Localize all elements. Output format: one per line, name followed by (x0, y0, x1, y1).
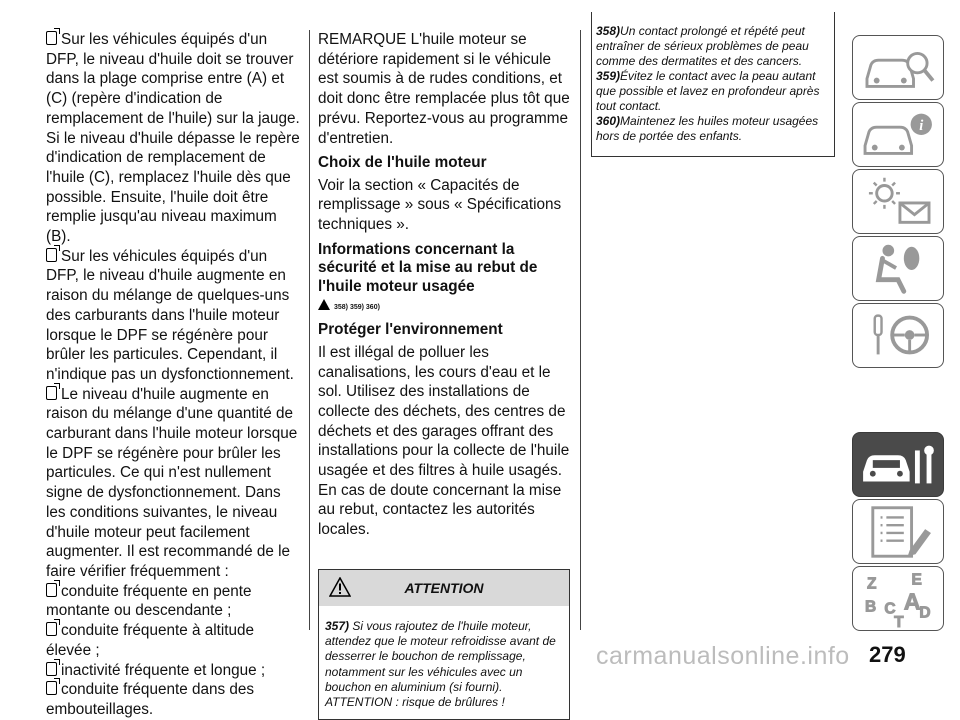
tab-key-steering[interactable] (852, 303, 944, 368)
section-heading: Protéger l'environnement (318, 321, 503, 339)
page-number: 279 (869, 642, 906, 667)
tab-seat-airbag[interactable] (852, 236, 944, 301)
warning-notes-box (591, 12, 835, 157)
svg-text:i: i (919, 118, 924, 135)
warning-note: 360)Maintenez les huiles moteur usagées hors de portée des enfants. (596, 114, 819, 143)
list-item: inactivité fréquente et longue ; (46, 661, 302, 681)
warning-triangle-icon (329, 577, 351, 597)
tab-car-tools[interactable] (852, 432, 944, 497)
key-steering-icon (853, 304, 943, 367)
warning-title: ATTENTION (404, 579, 484, 596)
bullet-icon (46, 662, 57, 676)
index-letter: B (865, 598, 877, 616)
list-item: conduite fréquente dans des embouteillages. (46, 681, 255, 718)
warning-note: 358)Un contact prolongé et répété peut entraîner de sérieux problèmes de peau comme des dermatites et des cancers. (596, 24, 809, 68)
column-left (46, 30, 302, 720)
list-item: conduite fréquente à altitude élevée ; (46, 622, 255, 659)
tab-car-search[interactable] (852, 35, 944, 100)
alphabet-index-icon (853, 567, 943, 630)
column-divider (309, 30, 310, 630)
index-letter: T (894, 614, 904, 630)
column-divider (580, 30, 581, 630)
bullet-icon (46, 583, 57, 597)
warning-note: 359)Évitez le contact avec la peau autant que possible et lavez en profondeur après tout contact. (596, 69, 820, 113)
paragraph: Il est illégal de polluer les canalisations, les cours d'eau et le sol. Utilisez des installations de collecte des déchets, des centres de déchets et des garages offrant des installations pour la collecte de l'huile usagée et des filtres à huile usagés. En cas de doute concernant la mise au rebut, contactez les autorités locales. (318, 343, 570, 539)
paragraph: Sur les véhicules équipés d'un DFP, le niveau d'huile augmente en raison du mélange de quelques-uns des carburants dans l'huile moteur lorsque le DPF se régénère pour brûler les particules. Cependant, il n'indique pas un dysfonctionnement. (46, 247, 294, 383)
remark-paragraph: REMARQUE L'huile moteur se détériore rapidement si le véhicule est soumis à de rudes conditions, et doit donc être remplacée plus tôt que prévu. Reportez-vous au programme d'entretien. (318, 31, 570, 147)
seat-airbag-icon (853, 237, 943, 300)
tab-alphabet-index[interactable] (852, 566, 944, 631)
car-search-icon (853, 36, 943, 99)
warning-triangle-icon (318, 299, 330, 310)
index-letter: E (911, 571, 922, 589)
bullet-icon (46, 681, 57, 695)
index-letter: Z (866, 575, 877, 593)
paragraph: Voir la section « Capacités de remplissage » sous « Spécifications techniques ». (318, 176, 562, 234)
list-item: conduite fréquente en pente montante ou descendante ; (46, 582, 252, 620)
paragraph: Le niveau d'huile augmente en raison du mélange d'une quantité de carburant dans l'huile moteur lorsque le DPF se régénère pour brûler les particules. Ce qui n'est nullement signe de dysfonctionnement. Dans les conditions suivantes, le niveau d'huile moteur peut facilement augmenter. Il est recommandé de le faire vérifier fréquemment : (46, 385, 298, 580)
lights-mail-icon (853, 170, 943, 233)
note-references: 358) 359) 360) (318, 299, 570, 315)
section-heading: Choix de l'huile moteur (318, 154, 487, 172)
bullet-icon (46, 31, 57, 45)
bullet-icon (46, 622, 57, 636)
index-letter: D (919, 604, 931, 622)
car-info-icon (853, 103, 943, 166)
bullet-icon (46, 248, 57, 262)
section-heading: Informations concernant la sécurité et la mise au rebut de l'huile moteur usagée (318, 240, 538, 295)
index-letter: C (884, 600, 896, 618)
warning-note: 357) Si vous rajoutez de l'huile moteur, attendez que le moteur refroidisse avant de desserrer le bouchon de remplissage, notamment sur les véhicules avec un bouchon en aluminium (si fourni). ATTENTION : risque de brûlures ! (325, 618, 556, 710)
checklist-icon (853, 500, 943, 563)
warning-box (318, 569, 570, 720)
column-middle (318, 30, 570, 720)
column-right (591, 24, 835, 157)
paragraph: Sur les véhicules équipés d'un DFP, le niveau d'huile doit se trouver dans la plage comprise entre (A) et (C) (repère d'indication de remplacement de l'huile) sur la jauge. Si le niveau d'huile dépasse le repère d'indication de remplacement de l'huile (C), remplacez l'huile dès que possible. Ensuite, l'huile doit être remplie jusqu'au niveau maximum (B). (46, 31, 300, 246)
car-tools-icon (853, 433, 943, 496)
tab-checklist[interactable] (852, 499, 944, 564)
tab-lights-mail[interactable] (852, 169, 944, 234)
warning-header (319, 570, 569, 606)
watermark: carmanualsonline.info (596, 642, 850, 670)
index-letter: A (903, 588, 921, 615)
tab-car-info[interactable] (852, 102, 944, 167)
bullet-icon (46, 386, 57, 400)
